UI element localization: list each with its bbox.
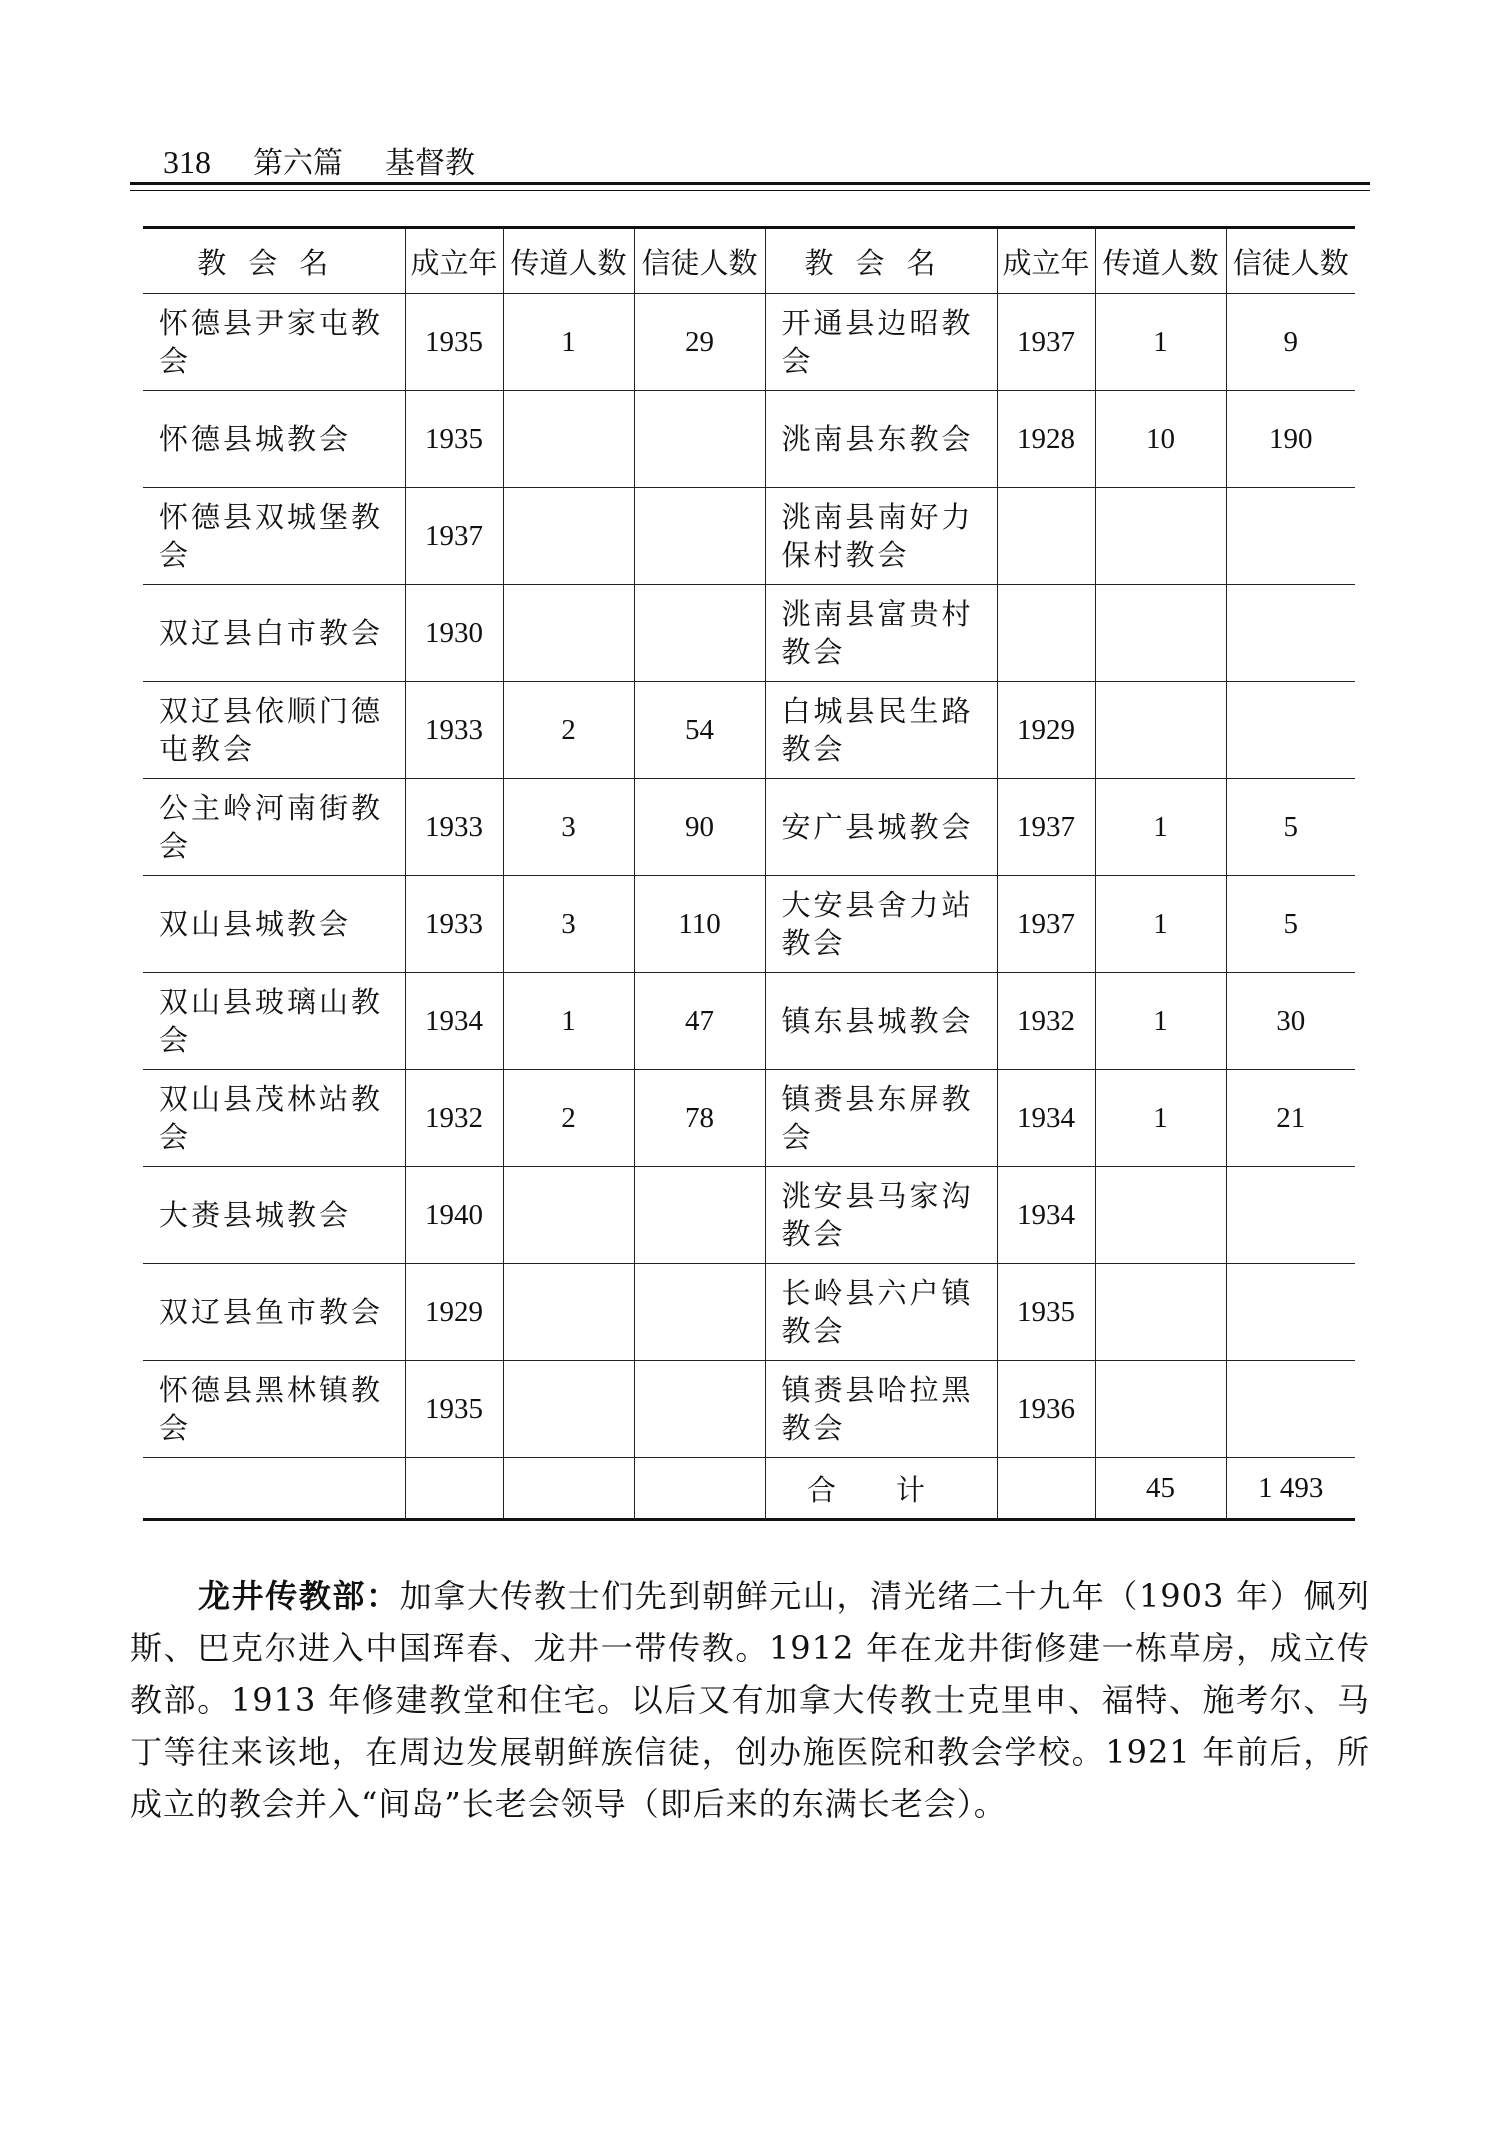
total-label: 合计 [765,1458,997,1520]
cell-year: 1937 [997,294,1095,391]
cell-believers: 5 [1226,876,1355,973]
cell-preachers: 3 [503,779,634,876]
cell-believers [1226,1361,1355,1458]
cell-year: 1934 [997,1070,1095,1167]
table-row [143,973,1355,1070]
col-header-preachers-right: 传道人数 [1095,228,1226,294]
cell-name: 大赉县城教会 [143,1167,405,1264]
cell-name: 开通县边昭教会 [765,294,997,391]
cell-year: 1940 [405,1167,503,1264]
cell-believers [634,1264,765,1361]
cell-name: 双辽县白市教会 [143,585,405,682]
page-number: 318 [163,144,211,180]
cell-year: 1932 [405,1070,503,1167]
cell-preachers: 10 [1095,391,1226,488]
cell-year: 1934 [997,1167,1095,1264]
table-row [143,1361,1355,1458]
cell-year: 1929 [997,682,1095,779]
cell-year: 1933 [405,876,503,973]
col-header-believers-right: 信徒人数 [1226,228,1355,294]
cell-name: 镇赉县哈拉黑教会 [765,1361,997,1458]
cell-believers [634,1361,765,1458]
cell-year: 1937 [997,876,1095,973]
cell-believers [634,391,765,488]
total-empty-cell [997,1458,1095,1520]
total-empty-cell [143,1458,405,1520]
cell-believers: 29 [634,294,765,391]
cell-year [997,488,1095,585]
cell-preachers [1095,682,1226,779]
cell-preachers [503,1167,634,1264]
cell-name: 双山县茂林站教会 [143,1070,405,1167]
table-row [143,876,1355,973]
table-row [143,488,1355,585]
cell-believers [1226,585,1355,682]
cell-preachers: 1 [1095,1070,1226,1167]
body-paragraph [130,1570,1370,1830]
cell-believers [634,1167,765,1264]
cell-preachers: 3 [503,876,634,973]
cell-year: 1935 [997,1264,1095,1361]
cell-preachers [503,1264,634,1361]
table-row [143,1070,1355,1167]
col-header-year: 成立年 [405,228,503,294]
col-header-name-right: 教会名 [765,228,997,294]
cell-preachers [1095,585,1226,682]
table-row [143,779,1355,876]
cell-name: 洮南县东教会 [765,391,997,488]
cell-believers [634,488,765,585]
total-empty-cell [634,1458,765,1520]
cell-believers: 90 [634,779,765,876]
cell-preachers [1095,1167,1226,1264]
total-preachers: 45 [1095,1458,1226,1520]
cell-name: 大安县舍力站教会 [765,876,997,973]
cell-believers: 9 [1226,294,1355,391]
header-rule-thin [130,190,1370,191]
paragraph-body: 加拿大传教士们先到朝鲜元山，清光绪二十九年（1903 年）佩列斯、巴克尔进入中国珲春、龙井一带传教。1912 年在龙井街修建一栋草房，成立传教部。1913 年修建教堂和住宅。以后又有加拿大传教士克里申、福特、施考尔、马丁等往来该地，在周边发展朝鲜族信徒，创办施医院和教会学校。1921 年前后，所成立的教会并入“间岛”长老会领导（即后来的东满长老会）。 [130,1577,1370,1823]
cell-name: 怀德县双城堡教会 [143,488,405,585]
cell-preachers [1095,488,1226,585]
cell-year: 1929 [405,1264,503,1361]
cell-believers: 47 [634,973,765,1070]
cell-year: 1930 [405,585,503,682]
total-row [143,1458,1355,1520]
cell-believers [634,585,765,682]
cell-preachers: 1 [1095,973,1226,1070]
cell-believers: 78 [634,1070,765,1167]
cell-believers: 5 [1226,779,1355,876]
cell-preachers: 1 [503,973,634,1070]
cell-year: 1933 [405,779,503,876]
cell-name: 长岭县六户镇教会 [765,1264,997,1361]
cell-year: 1928 [997,391,1095,488]
cell-year [997,585,1095,682]
table-row [143,391,1355,488]
cell-preachers [503,488,634,585]
total-empty-cell [405,1458,503,1520]
table-row [143,1264,1355,1361]
cell-name: 双山县玻璃山教会 [143,973,405,1070]
cell-year: 1936 [997,1361,1095,1458]
col-header-preachers: 传道人数 [503,228,634,294]
table-row [143,294,1355,391]
table-row [143,682,1355,779]
table-header-row [143,228,1355,294]
col-header-believers: 信徒人数 [634,228,765,294]
cell-preachers: 2 [503,682,634,779]
col-header-year-right: 成立年 [997,228,1095,294]
cell-year: 1937 [405,488,503,585]
cell-preachers: 1 [1095,876,1226,973]
cell-name: 白城县民生路教会 [765,682,997,779]
cell-preachers [1095,1361,1226,1458]
cell-name: 双辽县鱼市教会 [143,1264,405,1361]
cell-preachers [503,1361,634,1458]
cell-name: 怀德县黑林镇教会 [143,1361,405,1458]
section-title: 基督教 [385,146,475,181]
cell-name: 洮南县富贵村教会 [765,585,997,682]
cell-preachers: 1 [1095,779,1226,876]
church-table [143,226,1355,1521]
cell-name: 洮南县南好力保村教会 [765,488,997,585]
cell-year: 1937 [997,779,1095,876]
header-rule-thick [130,182,1370,185]
cell-preachers: 1 [1095,294,1226,391]
cell-believers [1226,682,1355,779]
cell-preachers [503,585,634,682]
cell-believers: 190 [1226,391,1355,488]
cell-name: 公主岭河南街教会 [143,779,405,876]
cell-name: 洮安县马家沟教会 [765,1167,997,1264]
cell-name: 双山县城教会 [143,876,405,973]
cell-name: 镇赉县东屏教会 [765,1070,997,1167]
cell-believers [1226,1264,1355,1361]
total-believers: 1 493 [1226,1458,1355,1520]
cell-name: 怀德县尹家屯教会 [143,294,405,391]
cell-name: 双辽县依顺门德屯教会 [143,682,405,779]
part-title: 第六篇 [253,146,343,181]
table-row [143,1167,1355,1264]
cell-believers: 110 [634,876,765,973]
cell-name: 怀德县城教会 [143,391,405,488]
table-row [143,585,1355,682]
paragraph-heading: 龙井传教部： [198,1577,400,1615]
cell-year: 1935 [405,391,503,488]
cell-preachers [503,391,634,488]
cell-believers [1226,488,1355,585]
table-body [143,294,1355,1520]
cell-year: 1933 [405,682,503,779]
cell-believers [1226,1167,1355,1264]
cell-preachers: 2 [503,1070,634,1167]
cell-name: 镇东县城教会 [765,973,997,1070]
cell-believers: 30 [1226,973,1355,1070]
page-header [163,138,475,182]
cell-year: 1932 [997,973,1095,1070]
cell-year: 1935 [405,294,503,391]
cell-believers: 21 [1226,1070,1355,1167]
col-header-name: 教会名 [143,228,405,294]
total-empty-cell [503,1458,634,1520]
cell-year: 1934 [405,973,503,1070]
cell-year: 1935 [405,1361,503,1458]
cell-name: 安广县城教会 [765,779,997,876]
cell-believers: 54 [634,682,765,779]
cell-preachers: 1 [503,294,634,391]
cell-preachers [1095,1264,1226,1361]
